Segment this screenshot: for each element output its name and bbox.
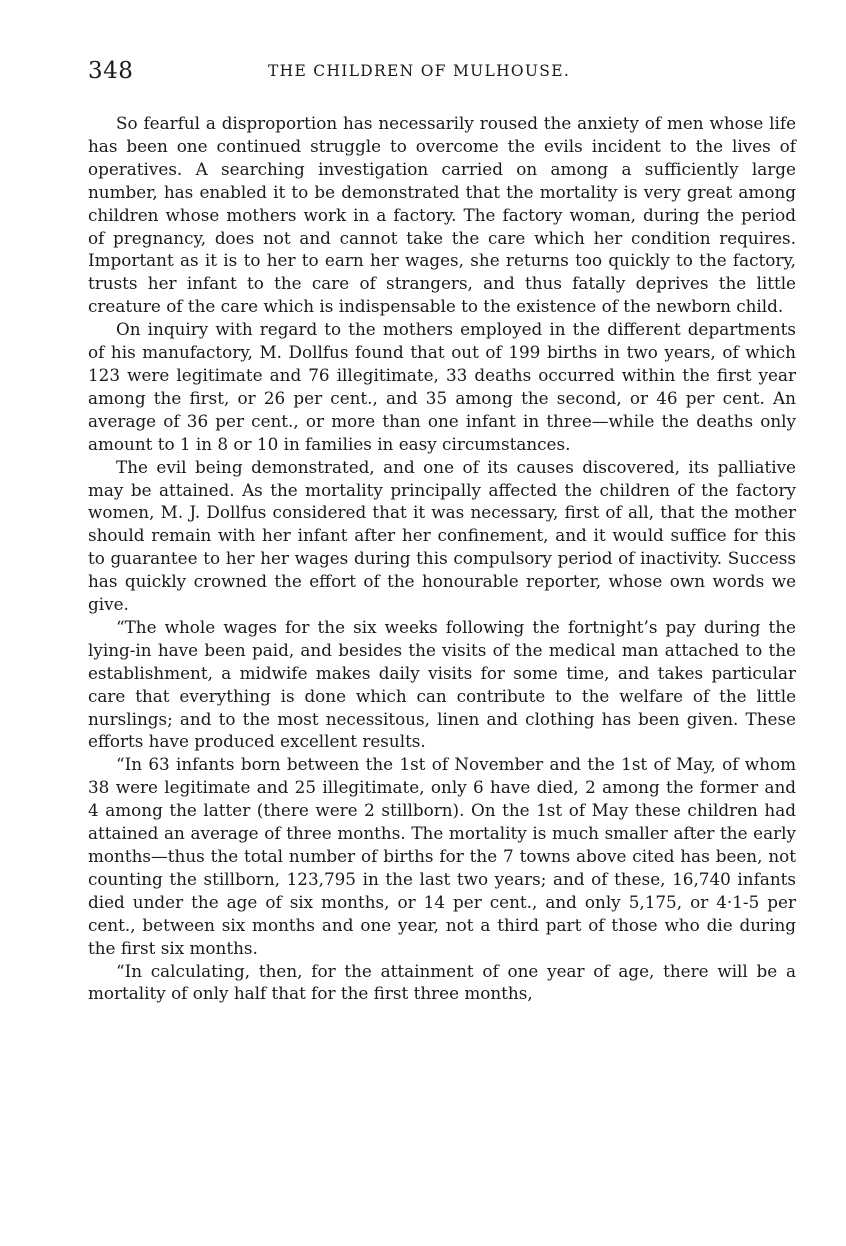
paragraph: “In calculating, then, for the attainment of one year of age, there will be a mortality of only half that for the first three months, [88,960,796,1004]
running-head [88,58,796,86]
paragraph: On inquiry with regard to the mothers employed in the different departments of his manufactory, M. Dollfus found that out of 199 births in two years, of which 123 were legitimate and 76 illegitimate, 33 deaths occurred within the first year among the first, or 26 per cent., and 35 among the second, or 46 per cent. An average of 36 per cent., or more than one infant in three—while the deaths only amount to 1 in 8 or 10 in families in easy circumstances. [88,319,796,454]
body-text [88,112,796,1005]
page-number: 348 [88,58,134,84]
paragraph: “The whole wages for the six weeks following the fortnight’s pay during the lying-in have been paid, and besides the visits of the medical man attached to the establishment, a midwife makes daily visits for some time, and takes particular care that everything is done which can contribute to the welfare of the little nurslings; and to the most necessitous, linen and clothing has been given. These efforts have produced excellent results. [88,616,796,752]
paragraph: The evil being demonstrated, and one of its causes discovered, its palliative may be attained. As the mortality principally affected the children of the factory women, M. J. Dollfus considered that it was necessary, first of all, that the mother should remain with her infant after her confinement, and it would suffice for this to guarantee to her her wages during this compulsory period of inactivity. Success has quickly crowned the effort of the honourable reporter, whose own words we give. [88,456,796,615]
paragraph: So fearful a disproportion has necessarily roused the anxiety of men whose life has been one continued struggle to overcome the evils incident to the lives of operatives. A searching investigation carried on among a sufficiently large number, has enabled it to be demonstrated that the mortality is very great among children whose mothers work in a factory. The factory woman, during the period of pregnancy, does not and cannot take the care which her condition requires. Important as it is to her to earn her wages, she returns too quickly to the factory, trusts her infant to the care of strangers, and thus fatally deprives the little creature of the care which is indispensable to the existence of the newborn child. [88,113,796,317]
running-title: THE CHILDREN OF MULHOUSE. [268,62,571,80]
paragraph: “In 63 infants born between the 1st of November and the 1st of May, of whom 38 were legitimate and 25 illegitimate, only 6 have died, 2 among the former and 4 among the latter (there were 2 stillborn). On the 1st of May these children had attained an average of three months. The mortality is much smaller after the early months—thus the total number of births for the 7 towns above cited has been, not counting the stillborn, 123,795 in the last two years; and of these, 16,740 infants died under the age of six months, or 14 per cent., and only 5,175, or 4·1-5 per cent., between six months and one year, not a third part of those who die during the first six months. [88,754,796,958]
